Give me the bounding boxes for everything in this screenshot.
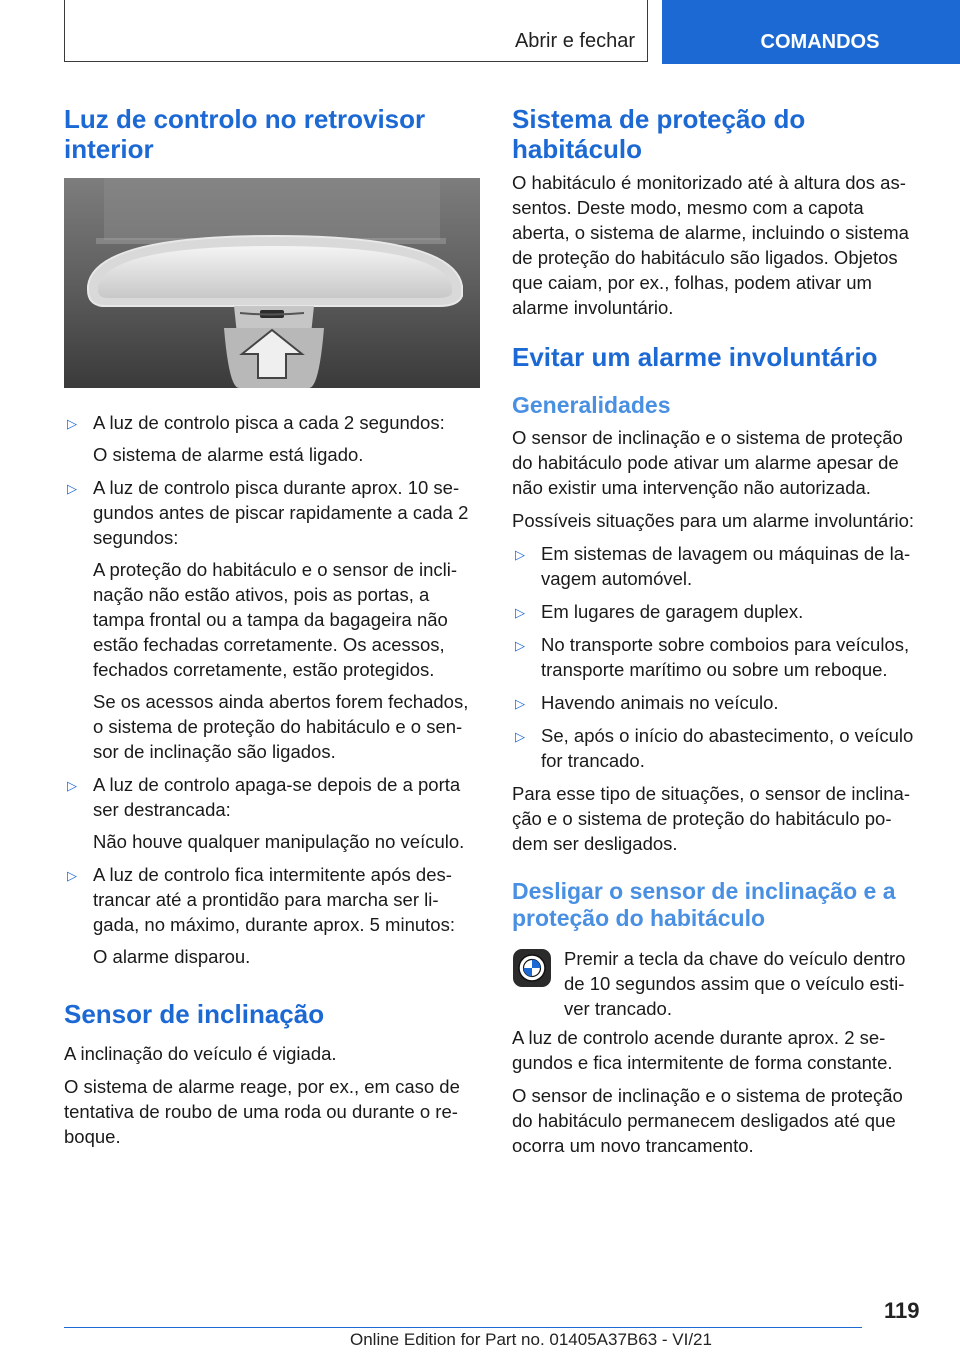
- triangle-bullet-icon: ▷: [515, 696, 525, 711]
- list-item: ▷ A luz de controlo pisca a cada 2 segundos: O sistema de alarme está ligado.: [67, 412, 445, 465]
- footer-edition: Online Edition for Part no. 01405A37B63 - VI/21: [350, 1330, 712, 1349]
- list-item: ▷ Havendo animais no veículo.: [512, 690, 924, 715]
- footer-divider: [64, 1327, 862, 1328]
- paragraph: Para esse tipo de situações, o sensor de inclina-ção e o sistema de proteção do habitáculo po-dem ser desligados.: [512, 783, 910, 854]
- chapter-tab: [662, 0, 960, 64]
- triangle-bullet-icon: ▷: [67, 481, 77, 496]
- right-column: [512, 104, 924, 1166]
- section-title: Abrir e fechar: [514, 30, 635, 52]
- heading-disable-sensor: Desligar o sensor de inclinação e a proteção do habitáculo: [512, 878, 896, 931]
- list-item: ▷ A luz de controlo apaga-se depois de a porta ser destrancada: Não houve qualquer manipulação no veículo.: [67, 774, 465, 852]
- paragraph: O habitáculo é monitorizado até à altura dos as-sentos. Deste modo, mesmo com a capota aberta, o sistema de alarme, incluindo o sistema de proteção do habitáculo são ligados. Objetos que caiam, por ex., folhas, podem ativar um alarme involuntário.: [512, 172, 909, 318]
- list-item: ▷ Se, após o início do abastecimento, o veículo for trancado.: [515, 725, 914, 771]
- triangle-bullet-icon: ▷: [515, 605, 525, 620]
- control-light-list: [64, 410, 480, 969]
- rearview-mirror-illustration: [64, 178, 480, 388]
- triangle-bullet-icon: ▷: [67, 416, 77, 431]
- triangle-bullet-icon: ▷: [67, 868, 77, 883]
- triangle-bullet-icon: ▷: [515, 638, 525, 653]
- list-item: ▷ Em sistemas de lavagem ou máquinas de la-vagem automóvel.: [515, 543, 911, 589]
- list-item: ▷ A luz de controlo pisca durante aprox. 10 se-gundos antes de piscar rapidamente a cada 2 segundos: A proteção do habitáculo e o sensor de incli-nação não estão ativos, pois as portas, a tampa frontal ou a tampa da bagageira não estão fechadas corretamente. Os acessos, fechados corretamente, estão protegidos. Se os acessos ainda abertos forem fechados, o sistema de proteção do habitáculo e o sen-sor de inclinação são ligados.: [67, 477, 469, 762]
- list-item: ▷ Em lugares de garagem duplex.: [512, 599, 924, 624]
- list-item: ▷ A luz de controlo fica intermitente após des-trancar até a prontidão para marcha ser li-gada, no máximo, durante aprox. 5 minutos: O alarme disparou.: [67, 864, 455, 967]
- paragraph: Possíveis situações para um alarme involuntário:: [512, 510, 915, 531]
- header-section-box: [64, 0, 648, 62]
- paragraph: O sensor de inclinação e o sistema de proteção do habitáculo pode ativar um alarme apesar de não existir uma intervenção não autorizada.: [512, 427, 903, 498]
- paragraph: O sistema de alarme reage, por ex., em caso de tentativa de roubo de uma roda ou durante o re-boque.: [64, 1076, 460, 1147]
- page-number: 119: [884, 1298, 920, 1323]
- triangle-bullet-icon: ▷: [515, 547, 525, 562]
- heading-tilt-sensor: Sensor de inclinação: [64, 999, 325, 1029]
- list-item: ▷ No transporte sobre comboios para veículos, transporte marítimo ou sobre um reboque.: [515, 634, 910, 680]
- key-instruction: Premir a tecla da chave do veículo dentro de 10 segundos assim que o veículo esti-ver trancado.: [512, 946, 924, 1021]
- chapter-title: COMANDOS: [760, 30, 880, 53]
- triangle-bullet-icon: ▷: [515, 729, 525, 744]
- paragraph: A luz de controlo acende durante aprox. 2 se-gundos e fica intermitente de forma constante.: [512, 1027, 893, 1073]
- heading-interior-protection: Sistema de proteção do habitáculo: [512, 104, 806, 164]
- heading-control-light: Luz de controlo no retrovisor interior: [64, 104, 426, 164]
- vehicle-key-logo-icon: [512, 948, 552, 988]
- left-column: [64, 104, 480, 1157]
- paragraph: O sensor de inclinação e o sistema de proteção do habitáculo permanecem desligados até que ocorra um novo trancamento.: [512, 1085, 903, 1156]
- triangle-bullet-icon: ▷: [67, 778, 77, 793]
- situations-list: [512, 541, 924, 773]
- paragraph: A inclinação do veículo é vigiada.: [64, 1043, 337, 1064]
- heading-avoid-alarm: Evitar um alarme involuntário: [512, 342, 878, 372]
- heading-general: Generalidades: [512, 392, 671, 418]
